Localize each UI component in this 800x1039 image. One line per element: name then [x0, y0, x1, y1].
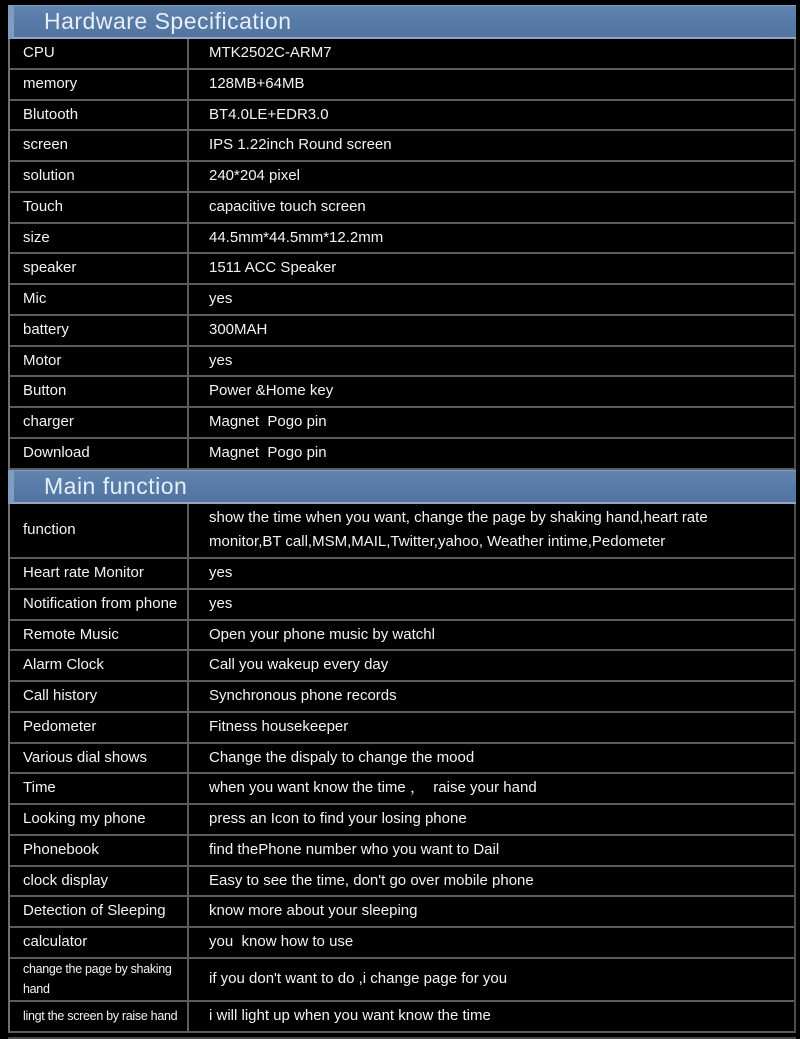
spec-row	[10, 316, 794, 347]
spec-table	[8, 5, 796, 1039]
row-label: CPU	[10, 39, 189, 68]
row-value: 1511 ACC Speaker	[209, 259, 337, 277]
spec-row	[10, 713, 794, 744]
spec-row	[10, 347, 794, 378]
row-label: Notification from phone	[10, 590, 189, 619]
spec-row	[10, 590, 794, 621]
row-label: size	[10, 224, 189, 253]
row-value: 240*204 pixel	[209, 167, 300, 184]
section-header-hardware	[8, 5, 796, 39]
spec-row	[10, 897, 794, 928]
row-label: Motor	[10, 347, 189, 376]
spec-row	[10, 254, 794, 285]
row-label: Remote Music	[10, 621, 189, 650]
row-value: yes	[209, 594, 233, 612]
row-label: clock display	[10, 867, 189, 896]
row-label: battery	[10, 316, 189, 345]
row-value: i will light up when you want know the time	[209, 1007, 491, 1024]
row-value: find thePhone number who you want to Dail	[209, 840, 500, 858]
row-label: Looking my phone	[10, 805, 189, 834]
row-label: solution	[10, 162, 189, 191]
spec-row	[10, 101, 794, 132]
row-value: press an Icon to find your losing phone	[209, 810, 467, 827]
row-value: Change the dispaly to change the mood	[209, 748, 475, 766]
row-value: you know how to use	[209, 933, 354, 950]
row-label: function	[10, 504, 189, 558]
row-label: Time	[10, 774, 189, 803]
row-value: yes	[209, 564, 233, 581]
row-value: yes	[209, 290, 233, 307]
spec-row	[10, 805, 794, 836]
row-label: Various dial shows	[10, 744, 189, 773]
spec-row	[10, 193, 794, 224]
row-value: Magnet Pogo pin	[209, 413, 327, 430]
row-label: Touch	[10, 193, 189, 222]
row-value: Magnet Pogo pin	[209, 443, 327, 461]
row-label: charger	[10, 408, 189, 437]
spec-row	[10, 439, 794, 470]
row-label: Blutooth	[10, 101, 189, 130]
row-label: calculator	[10, 928, 189, 957]
row-label: Download	[10, 439, 189, 468]
row-value: Open your phone music by watchl	[209, 625, 435, 643]
row-label: Button	[10, 377, 189, 406]
row-value: when you want know the time ， raise your hand	[209, 779, 537, 797]
row-value: Fitness housekeeper	[209, 717, 349, 735]
row-label: change the page by shaking hand	[10, 959, 189, 1000]
spec-row	[10, 682, 794, 713]
row-value: Easy to see the time, don't go over mobile phone	[209, 871, 534, 889]
row-value: 300MAH	[209, 320, 268, 338]
spec-row	[10, 504, 794, 560]
spec-row	[10, 377, 794, 408]
row-label: Call history	[10, 682, 189, 711]
row-label: Detection of Sleeping	[10, 897, 189, 926]
row-label: lingt the screen by raise hand	[10, 1002, 189, 1031]
row-value: 44.5mm*44.5mm*12.2mm	[209, 228, 384, 246]
section-header-main-function	[8, 470, 796, 504]
spec-row	[10, 162, 794, 193]
spec-row	[10, 131, 794, 162]
row-value: 128MB+64MB	[209, 74, 305, 92]
row-label: Pedometer	[10, 713, 189, 742]
section-title-main-function: Main function	[44, 472, 188, 499]
row-value: Synchronous phone records	[209, 687, 397, 704]
row-value: IPS 1.22inch Round screen	[209, 136, 392, 154]
spec-row	[10, 774, 794, 805]
row-value: yes	[209, 351, 233, 369]
row-value: Call you wakeup every day	[209, 656, 389, 674]
row-label: memory	[10, 70, 189, 99]
row-value: capacitive touch screen	[209, 197, 366, 215]
row-label: Heart rate Monitor	[10, 559, 189, 588]
spec-row	[10, 70, 794, 101]
spec-row	[10, 621, 794, 652]
row-value: BT4.0LE+EDR3.0	[209, 105, 329, 123]
spec-row	[10, 651, 794, 682]
table-bottom-border	[8, 1037, 796, 1039]
row-label: Mic	[10, 285, 189, 314]
spec-row	[10, 928, 794, 959]
spec-row	[10, 744, 794, 775]
row-label: speaker	[10, 254, 189, 283]
spec-row	[10, 559, 794, 590]
row-label: Phonebook	[10, 836, 189, 865]
row-label: Alarm Clock	[10, 651, 189, 680]
spec-row	[10, 1002, 794, 1033]
spec-row	[10, 224, 794, 255]
main-function-rows	[8, 504, 796, 1033]
row-value: show the time when you want, change the page by shaking hand,heart rate monitor,BT call,MSM,MAIL,Twitter,yahoo, Weather intime,Pedometer	[209, 508, 712, 551]
spec-row	[10, 285, 794, 316]
row-value: MTK2502C-ARM7	[209, 44, 332, 61]
spec-row	[10, 959, 794, 1002]
hardware-rows	[8, 39, 796, 470]
row-value: know more about your sleeping	[209, 902, 418, 920]
row-value: Power &Home key	[209, 382, 334, 400]
row-label: screen	[10, 131, 189, 160]
row-value: if you don't want to do ,i change page for you	[209, 970, 508, 987]
section-title-hardware: Hardware Specification	[44, 8, 292, 34]
spec-row	[10, 867, 794, 898]
spec-row	[10, 39, 794, 70]
spec-row	[10, 408, 794, 439]
spec-row	[10, 836, 794, 867]
